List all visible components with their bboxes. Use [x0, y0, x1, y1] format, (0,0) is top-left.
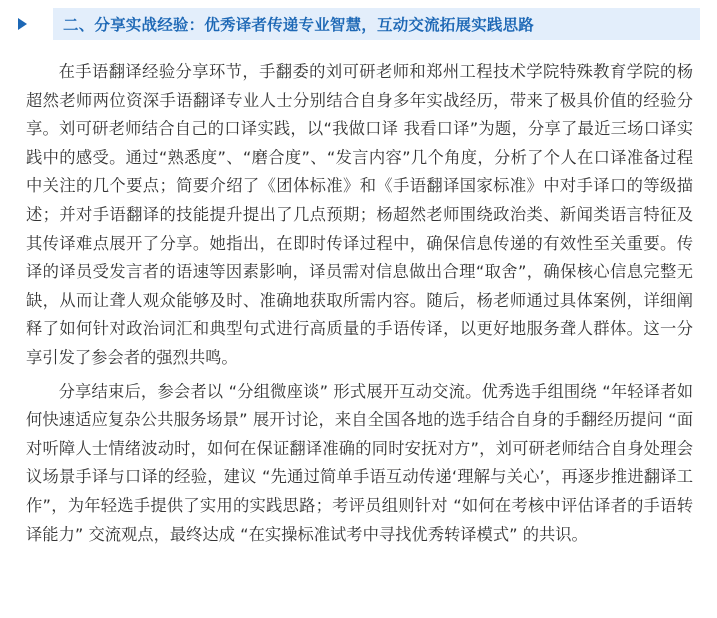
paragraph-interactive-exchange: 分享结束后，参会者以 “分组微座谈” 形式展开互动交流。优秀选手组围绕 “年轻译者如何快速适应复杂公共服务场景” 展开讨论，来自全国各地的选手结合自身的手翻经历提问 “面对听障人士情绪波动时，如何在保证翻译准确的同时安抚对方”，刘可研老师结合自身处理会议场景手译与口译的经验，建议 “先通过简单手语互动传递‘理解与关心’，再逐步推进翻译工作”，为年轻选手提供了实用的实践思路；考评员组则针对 “如何在考核中评估译者的手语转译能力” 交流观点，最终达成 “在实操标准试考中寻找优秀转译模式” 的共识。: [26, 381, 693, 544]
section-title: 二、分享实战经验：优秀译者传递专业智慧，互动交流拓展实践思路: [63, 16, 535, 34]
section-header: [18, 8, 700, 40]
section-title-bar: [53, 8, 700, 40]
triangle-right-icon: [18, 18, 27, 30]
paragraph-experience-sharing: 在手语翻译经验分享环节，手翻委的刘可研老师和郑州工程技术学院特殊教育学院的杨超然老师两位资深手语翻译专业人士分别结合自身多年实战经历，带来了极具价值的经验分享。刘可研老师结合自己的口译实践，以“我做口译 我看口译”为题，分享了最近三场口译实践中的感受。通过“熟悉度”、“磨合度”、“发言内容”几个角度，分析了个人在口译准备过程中关注的几个要点；简要介绍了《团体标准》和《手语翻译国家标准》中对手译口的等级描述；并对手语翻译的技能提升提出了几点预期；杨超然老师围绕政治类、新闻类语言特征及其传译难点展开了分享。她指出，在即时传译过程中，确保信息传递的有效性至关重要。传译的译员受发言者的语速等因素影响，译员需对信息做出合理“取舍”，确保核心信息完整无缺，从而让聋人观众能够及时、准确地获取所需内容。随后，杨老师通过具体案例，详细阐释了如何针对政治词汇和典型句式进行高质量的手语传译，以更好地服务聋人群体。这一分享引发了参会者的强烈共鸣。: [26, 62, 693, 367]
article-body: [26, 58, 693, 549]
